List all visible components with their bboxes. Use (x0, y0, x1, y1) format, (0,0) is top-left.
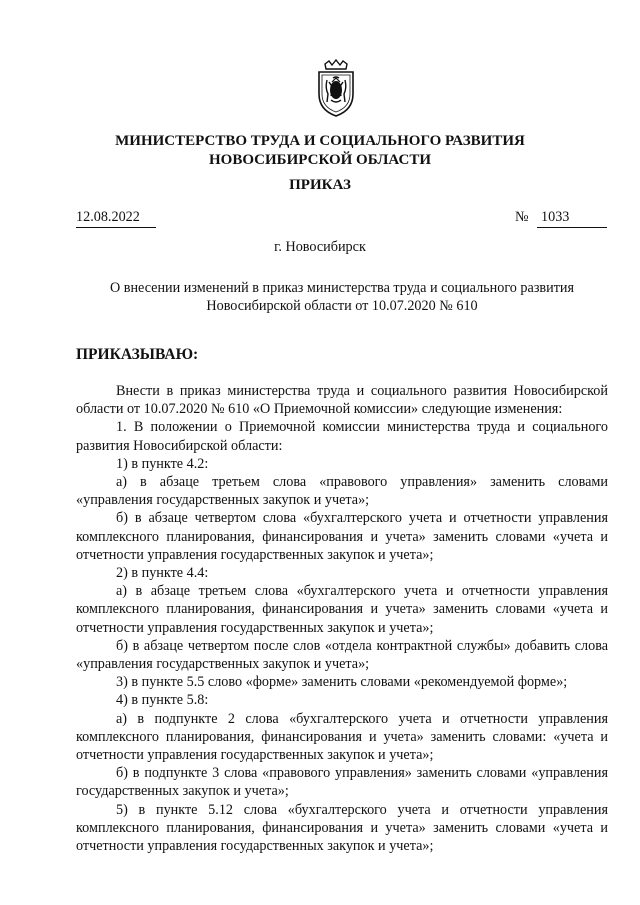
body-paragraph: б) в подпункте 3 слова «правового управления» заменить словами «управления государственных закупок и учета»; (76, 765, 608, 800)
ministry-name-line2: НОВОСИБИРСКОЙ ОБЛАСТИ (208, 152, 432, 168)
body-paragraph: 3) в пункте 5.5 слово «форме» заменить словами «рекомендуемой форме»; (116, 674, 568, 691)
order-directive: ПРИКАЗЫВАЮ: (76, 346, 199, 363)
body-paragraph: Внести в приказ министерства труда и социального развития Новосибирской области от 10.07.2020 № 610 «О Приемочной комиссии» следующие изменения: (76, 383, 608, 418)
city: г. Новосибирск (274, 239, 366, 255)
ministry-name-line1: МИНИСТЕРСТВО ТРУДА И СОЦИАЛЬНОГО РАЗВИТИЯ (115, 133, 525, 149)
document-type-title: ПРИКАЗ (289, 177, 351, 193)
number-sign: № (515, 209, 529, 225)
subject-line2: Новосибирской области от 10.07.2020 № 610 (206, 298, 478, 314)
order-body (76, 382, 608, 855)
body-paragraph: 4) в пункте 5.8: (116, 692, 209, 709)
body-paragraph: б) в абзаце четвертом слова «бухгалтерского учета и отчетности управления комплексного планирования, финансирования и учета» заменить словами «учета и отчетности управления государственных закупок и учета»; (76, 510, 608, 563)
body-paragraph: а) в абзаце третьем слова «бухгалтерского учета и отчетности управления комплексного планирования, финансирования и учета» заменить словами «учета и отчетности управления государственных закупок и учета»; (76, 583, 608, 636)
body-paragraph: а) в подпункте 2 слова «бухгалтерского учета и отчетности управления комплексного планирования, финансирования и учета» заменить словами: «учета и отчетности управления государственных закупок и учета»; (76, 710, 608, 764)
body-paragraph: 5) в пункте 5.12 слова «бухгалтерского учета и отчетности управления комплексного планирования, финансирования и учета» заменить словами «учета и отчетности управления государственных закупок и учета»; (76, 801, 608, 855)
body-paragraph: а) в абзаце третьем слова «правового управления» заменить словами «управления государственных закупок и учета»; (76, 474, 608, 509)
order-subject (76, 279, 608, 315)
body-paragraph: 1) в пункте 4.2: (116, 455, 209, 472)
order-date: 12.08.2022 (76, 209, 156, 228)
body-paragraph: б) в абзаце четвертом после слов «отдела контрактной службы» добавить слова «управления государственных закупок и учета»; (76, 637, 608, 673)
body-paragraph: 1. В положении о Приемочной комиссии министерства труда и социального развития Новосибирской области: (76, 419, 608, 454)
subject-line1: О внесении изменений в приказ министерства труда и социального развития (109, 280, 575, 296)
body-paragraph: 2) в пункте 4.4: (116, 565, 209, 582)
coat-of-arms-icon (313, 58, 359, 118)
order-number: 1033 (537, 209, 607, 228)
